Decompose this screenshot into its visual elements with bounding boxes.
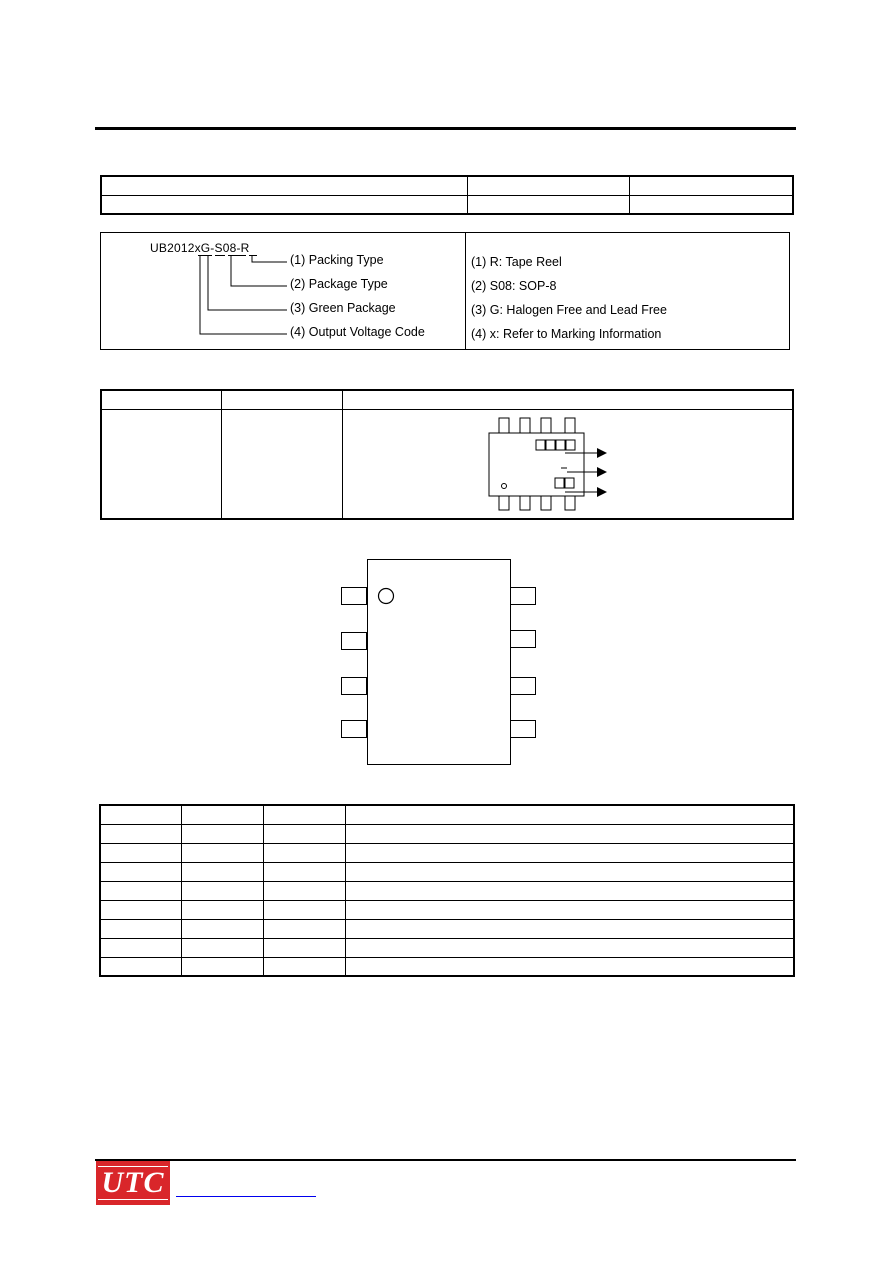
marking-info-table: [100, 389, 794, 520]
ordering-info-table: [100, 175, 794, 215]
legend-x-marking: (4) x: Refer to Marking Information: [471, 327, 662, 341]
table-cell: [345, 881, 794, 900]
table-cell: [263, 862, 345, 881]
table-cell: [467, 195, 629, 214]
table-cell: [263, 805, 345, 824]
pin-right-7: [510, 630, 536, 648]
table-cell: [101, 409, 221, 519]
table-cell: [100, 919, 181, 938]
table-cell: [345, 957, 794, 976]
marking-package-drawing: [485, 415, 615, 513]
table-cell: [181, 957, 263, 976]
table-cell: [263, 938, 345, 957]
table-cell: [181, 900, 263, 919]
pin-left-4: [341, 720, 367, 738]
pin1-indicator-icon: [377, 586, 397, 606]
legend-output-voltage-code: (4) Output Voltage Code: [290, 325, 425, 339]
table-cell: [263, 900, 345, 919]
table-cell: [101, 195, 467, 214]
legend-green-package: (3) Green Package: [290, 301, 396, 315]
legend-package-type: (2) Package Type: [290, 277, 388, 291]
table-cell: [181, 824, 263, 843]
table-cell: [221, 409, 342, 519]
pin-left-1: [341, 587, 367, 605]
header-rule: [95, 127, 796, 130]
table-cell: [345, 824, 794, 843]
pin-left-2: [341, 632, 367, 650]
table-cell: [100, 938, 181, 957]
utc-logo: [96, 1161, 170, 1205]
table-cell: [181, 919, 263, 938]
table-cell: [100, 957, 181, 976]
table-cell: [181, 843, 263, 862]
logo-text: UTC: [101, 1166, 165, 1199]
part-code: UB2012xG-S08-R: [150, 241, 250, 255]
table-cell: [101, 390, 221, 409]
pin-right-6: [510, 677, 536, 695]
table-cell: [345, 938, 794, 957]
legend-s08-sop8: (2) S08: SOP-8: [471, 279, 557, 293]
table-cell: [263, 957, 345, 976]
table-cell: [629, 195, 793, 214]
legend-packing-type: (1) Packing Type: [290, 253, 384, 267]
table-cell: [100, 862, 181, 881]
table-cell: [221, 390, 342, 409]
table-cell: [345, 900, 794, 919]
table-cell: [263, 843, 345, 862]
table-cell: [101, 176, 467, 195]
table-cell: [263, 824, 345, 843]
table-cell: [100, 843, 181, 862]
table-cell: [181, 938, 263, 957]
table-cell: [181, 862, 263, 881]
table-cell: [467, 176, 629, 195]
legend-g-halogen-free: (3) G: Halogen Free and Lead Free: [471, 303, 667, 317]
table-cell: [181, 881, 263, 900]
leader-lines: [195, 252, 295, 342]
pin-description-table: [99, 804, 795, 977]
decoder-divider: [465, 232, 466, 350]
website-link[interactable]: [176, 1196, 316, 1197]
pin-left-3: [341, 677, 367, 695]
table-cell: [342, 390, 793, 409]
table-cell: [100, 805, 181, 824]
pin-right-5: [510, 720, 536, 738]
table-cell: [345, 919, 794, 938]
table-cell: [100, 824, 181, 843]
table-cell: [263, 881, 345, 900]
table-cell: [345, 862, 794, 881]
footer-rule: [95, 1159, 796, 1161]
table-cell: [100, 881, 181, 900]
table-cell: [629, 176, 793, 195]
table-cell: [345, 805, 794, 824]
pin-right-8: [510, 587, 536, 605]
table-cell: [181, 805, 263, 824]
table-cell: [263, 919, 345, 938]
legend-r-tape-reel: (1) R: Tape Reel: [471, 255, 562, 269]
table-cell: [100, 900, 181, 919]
table-cell: [345, 843, 794, 862]
